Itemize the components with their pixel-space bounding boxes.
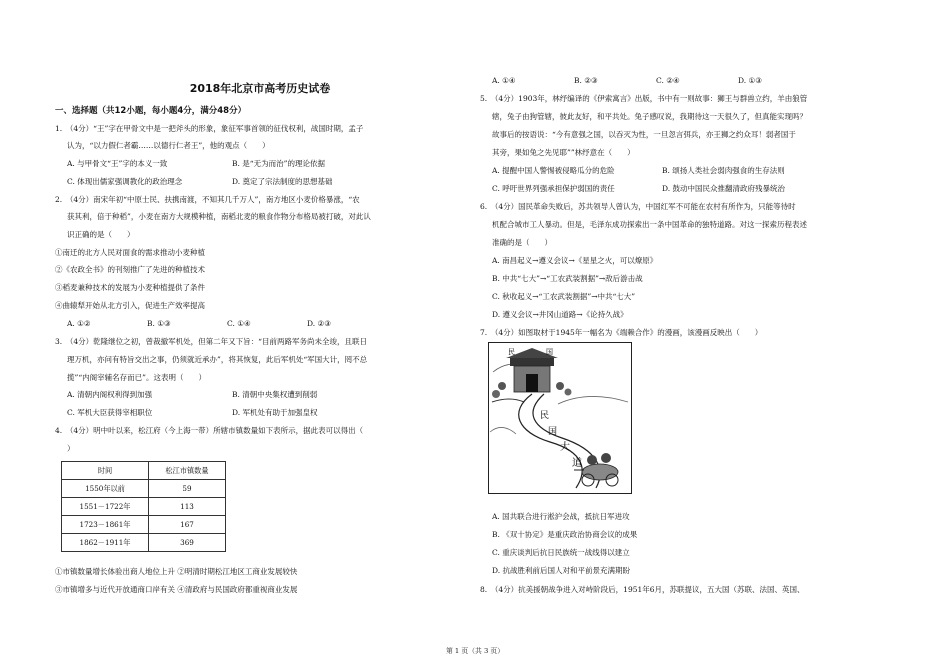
q4-option-a: A. ①④ [492, 76, 516, 85]
q3-options-row-1 [67, 389, 317, 400]
q3-option-a: A. 清朝内阁权利得到加强 [67, 390, 153, 399]
q6-option-c: C. 秋收起义→“工农武装割据”→中共“七大” [492, 292, 636, 301]
table-cell: 1862－1911年 [62, 534, 149, 552]
q4-statement-row-1: ①市镇数量增长体验出商人地位上升 ②明清时期松江地区工商业发展较快 [55, 567, 298, 576]
table-header-row [62, 462, 226, 480]
q7-option-b: B. 《双十协定》是重庆政治协商会议的成果 [492, 530, 638, 539]
q7-line-1: 7. （4分）如图取材于1945年一幅名为《端赖合作》的漫画，该漫画反映出（ ） [480, 328, 763, 337]
q6-option-b: B. 中共“七大”→“工农武装割据”→敌后游击战 [492, 274, 643, 283]
q6-line-1: 6. （4分）国民革命失败后，苏共领导人曾认为，中国红军不可能在农村有所作为，只能等待时 [480, 202, 796, 211]
q1-line-1: 1. （4分）“王”字在甲骨文中是一把斧头的形象，象征军事首领的征伐权利，战国时期，孟子 [55, 124, 364, 133]
q5-option-d: D. 鼓动中国民众推翻清政府残暴统治 [662, 184, 786, 193]
q5-line-1: 5. （4分）1903年，林纾编译的《伊索寓言》出版，书中有一则故事：狮王与群兽立约，羊由狼管 [480, 94, 808, 103]
q6-option-a: A. 南昌起义→遵义会议→《星星之火，可以燎原》 [492, 256, 658, 265]
q5-option-a: A. 提醒中国人警惕被侵略瓜分的危险 [492, 166, 615, 175]
q5-options-row-1 [492, 165, 785, 176]
table-cell: 59 [149, 480, 226, 498]
table-cell: 1723－1861年 [62, 516, 149, 534]
q2-line-3: 识正确的是（ ） [67, 230, 135, 239]
q5-option-b: B. 颂扬人类社会弱肉强食的生存法则 [662, 166, 785, 175]
q1-option-a: A. 与甲骨文“王”字的本义一致 [67, 159, 168, 168]
cartoon-text-da: 大 [560, 442, 570, 453]
q7-option-a: A. 国共联合进行淞沪会战，抵抗日军进攻 [492, 512, 630, 521]
q4-options-row [492, 75, 762, 86]
cartoon-text-dao: 道 [572, 458, 582, 469]
section-heading: 一、选择题（共12小题，每小题4分，满分48分） [55, 106, 247, 116]
q4-statement-row-2: ③市镇增多与近代开放通商口岸有关 ④清政府与民国政府都重视商业发展 [55, 585, 298, 594]
exam-title: 2018年北京市高考历史试卷 [189, 82, 331, 95]
q2-option-a: A. ①② [67, 319, 91, 328]
q2-option-d: D. ②③ [307, 319, 331, 328]
q1-options-row-2 [67, 176, 333, 187]
cartoon-text-min-road: 民 [540, 411, 550, 421]
q5-line-2: 辖，兔子由狗管辖，彼此友好，和平共处。兔子感叹说，我期待这一天很久了，但真能实现吗？ [492, 112, 807, 121]
q2-item-3: ③稻麦兼种技术的发展为小麦种植提供了条件 [55, 283, 205, 292]
q1-option-c: C. 体现出儒家强调教化的政治理念 [67, 177, 183, 186]
q2-option-c: C. ①④ [227, 319, 251, 328]
q1-option-b: B. 是“无为而治”的理论依据 [232, 159, 325, 168]
q6-line-2: 机配合城市工人暴动。但是，毛泽东成功探索出一条中国革命的独特道路。对这一探索历程表述 [492, 220, 807, 229]
q3-line-1: 3. （4分）乾隆继位之初，曾裁撤军机处，但第二年又下旨：“目前两路军务尚未全竣，且联日 [55, 337, 368, 346]
table-cell: 1550年以前 [62, 480, 149, 498]
table-row [62, 534, 226, 552]
q2-line-1: 2. （4分）南宋年初“中原士民、扶携南渡，不知其几千万人”，南方地区小麦价格暴涨，“农 [55, 195, 360, 204]
market-town-table [61, 461, 226, 552]
table-cell: 113 [149, 498, 226, 516]
table-cell: 1551－1722年 [62, 498, 149, 516]
q2-item-4: ④曲辕犁开始从北方引入，促进生产效率提高 [55, 301, 205, 310]
q5-line-4: 其旁，果如兔之先见耶””林纾意在（ ） [492, 148, 635, 157]
q7-option-d: D. 抗战胜利前后国人对和平前景充满期盼 [492, 566, 631, 575]
q3-line-3: 揽”“内阁宰辅名存而已”。这表明（ ） [67, 373, 207, 382]
q5-line-3: 故事后的按语说：“今有意强之国，以吞灭为性，一旦忽言弭兵，亦王狮之约众耳！弱者国于 [492, 130, 796, 139]
table-row [62, 498, 226, 516]
q2-item-2: ②《农政全书》的刊刻推广了先进的种植技术 [55, 265, 205, 274]
table-cell: 369 [149, 534, 226, 552]
q2-item-1: ①南迁的北方人民对面食的需求推动小麦种植 [55, 248, 205, 257]
q6-line-3: 准确的是（ ） [492, 238, 552, 247]
q3-option-c: C. 军机大臣获得宰相职位 [67, 408, 153, 417]
cooperation-cartoon [488, 342, 632, 494]
q2-line-2: 获其利，倍于种稻”，小麦在南方大规模种植，南稻北麦的粮食作物分布格局被打破，对此认 [67, 212, 371, 221]
table-cell: 167 [149, 516, 226, 534]
q3-option-b: B. 清朝中央集权遭到削弱 [232, 390, 318, 399]
q7-option-c: C. 重庆谈判后抗日民族统一战线得以建立 [492, 548, 630, 557]
q1-options-row-1 [67, 158, 325, 169]
q4-line-2: ） [67, 444, 75, 453]
cartoon-text-min: 民 [508, 348, 515, 356]
q5-option-c: C. 呼吁世界列强承担保护弱国的责任 [492, 184, 615, 193]
q3-options-row-2 [67, 407, 318, 418]
page-footer: 第 1 页（共 3 页） [445, 647, 505, 655]
q2-option-b: B. ①③ [147, 319, 171, 328]
cartoon-text-guo: 国 [546, 348, 553, 356]
q3-option-d: D. 军机处有助于加强皇权 [232, 408, 318, 417]
q4-line-1: 4. （4分）明中叶以来，松江府（今上海一带）所辖市镇数量如下表所示，据此表可以得出（ [55, 426, 364, 435]
q1-line-2: 认为，“以力假仁者霸……以德行仁者王”，他的观点（ ） [67, 141, 270, 150]
q4-option-b: B. ②③ [574, 76, 598, 85]
q1-option-d: D. 奠定了宗法制度的思想基础 [232, 177, 333, 186]
q2-options-row [67, 318, 331, 329]
table-header-cell: 松江市镇数量 [149, 462, 226, 480]
cartoon-text-guo-road: 国 [548, 427, 558, 437]
q4-option-c: C. ②④ [656, 76, 680, 85]
q6-option-d: D. 遵义会议→井冈山道路→《论持久战》 [492, 310, 628, 319]
table-row [62, 480, 226, 498]
q3-line-2: 理万机，亦问有特旨交出之事，仍须就近承办”，将其恢复，此后军机处“军国大计，罔不总 [67, 355, 368, 364]
table-row [62, 516, 226, 534]
q4-option-d: D. ①③ [738, 76, 762, 85]
table-header-cell: 时间 [62, 462, 149, 480]
q5-options-row-2 [492, 183, 785, 194]
q8-line-1: 8. （4分）抗美援朝战争进入对峙阶段后，1951年6月，苏联提议，五大国（苏联、法国、英国、 [480, 585, 805, 594]
